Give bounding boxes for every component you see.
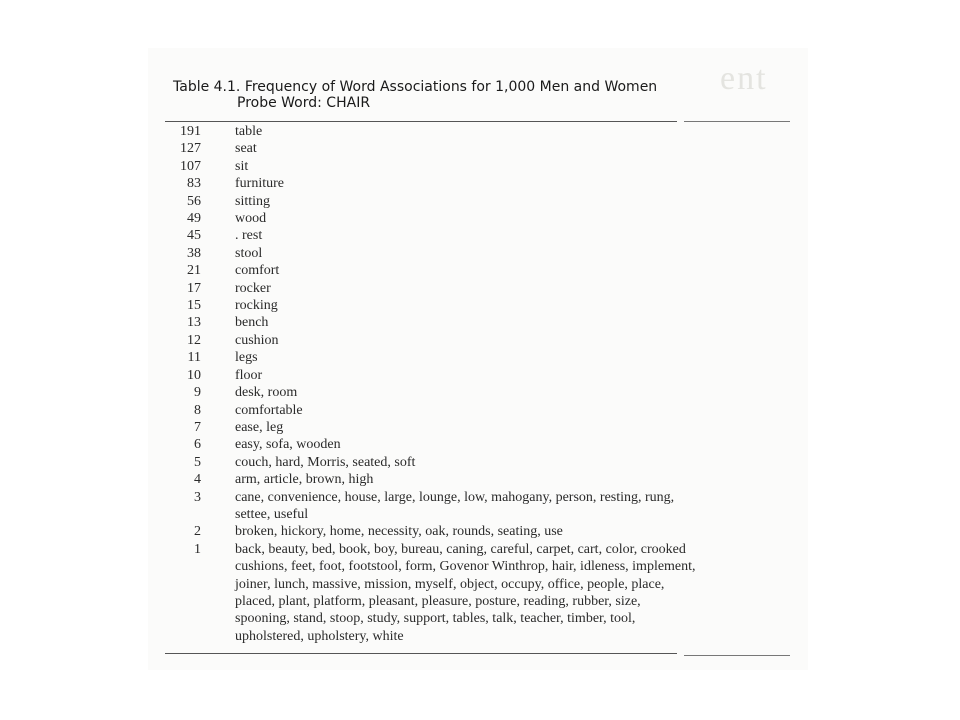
association-words xyxy=(235,332,279,349)
frequency-count: 17 xyxy=(187,280,201,296)
association-words xyxy=(235,123,262,140)
frequency-count: 11 xyxy=(187,350,201,366)
word-line: legs xyxy=(235,350,258,366)
frequency-count: 127 xyxy=(180,141,201,157)
association-words xyxy=(235,541,696,645)
word-line: seat xyxy=(235,141,257,157)
table-row xyxy=(165,489,805,524)
frequency-count: 49 xyxy=(187,211,201,227)
table-row xyxy=(165,280,805,297)
word-line: stool xyxy=(235,245,263,261)
word-line: wood xyxy=(235,211,267,227)
word-line: easy, sofa, wooden xyxy=(235,437,341,453)
table-row xyxy=(165,419,805,436)
frequency-count: 8 xyxy=(194,402,201,418)
table-row xyxy=(165,471,805,488)
association-words xyxy=(235,158,248,175)
bleed-through-text: ent xyxy=(720,60,768,97)
table-row xyxy=(165,158,805,175)
word-line: back, beauty, bed, book, boy, bureau, caning, careful, carpet, cart, color, crooked xyxy=(235,541,686,557)
association-words xyxy=(235,349,258,366)
association-words xyxy=(235,210,266,227)
frequency-count: 38 xyxy=(187,245,201,261)
table-bottom-rule-right xyxy=(684,655,790,656)
table-row xyxy=(165,541,805,645)
frequency-count: 9 xyxy=(194,385,201,401)
frequency-count: 107 xyxy=(180,158,201,174)
frequency-count: 45 xyxy=(187,228,201,244)
table-row xyxy=(165,210,805,227)
table-row xyxy=(165,262,805,279)
word-line: couch, hard, Morris, seated, soft xyxy=(235,454,416,470)
table-row xyxy=(165,384,805,401)
association-words xyxy=(235,419,283,436)
frequency-count: 13 xyxy=(187,315,201,331)
table-row xyxy=(165,175,805,192)
table-bottom-rule xyxy=(165,653,677,654)
table-top-rule-right xyxy=(684,121,790,122)
frequency-count: 83 xyxy=(187,176,201,192)
frequency-count: 10 xyxy=(187,367,201,383)
table-row xyxy=(165,314,805,331)
association-words xyxy=(235,367,262,384)
word-line: furniture xyxy=(235,176,284,192)
association-words xyxy=(235,175,284,192)
word-line: table xyxy=(235,124,263,139)
association-words xyxy=(235,227,262,244)
word-line: settee, useful xyxy=(235,506,309,522)
word-line: ease, leg xyxy=(235,419,284,435)
frequency-count: 5 xyxy=(194,454,201,470)
word-line: cushions, feet, foot, footstool, form, Govenor Winthrop, hair, idleness, implement, xyxy=(235,559,696,575)
frequency-count: 15 xyxy=(187,298,201,314)
association-words xyxy=(235,280,271,297)
table-top-rule xyxy=(165,121,677,122)
word-line: spooning, stand, stoop, study, support, tables, talk, teacher, timber, tool, xyxy=(235,611,636,627)
word-line: arm, article, brown, high xyxy=(235,472,374,488)
word-line: broken, hickory, home, necessity, oak, rounds, seating, use xyxy=(235,524,563,540)
word-line: joiner, lunch, massive, mission, myself, object, occupy, office, people, place, xyxy=(235,576,665,592)
table-row xyxy=(165,123,805,140)
table-row xyxy=(165,297,805,314)
frequency-count: 191 xyxy=(180,124,201,139)
table-row xyxy=(165,523,805,540)
table-row xyxy=(165,332,805,349)
frequency-count: 56 xyxy=(187,193,201,209)
table-row xyxy=(165,140,805,157)
association-words xyxy=(235,140,257,157)
probe-word: Probe Word: CHAIR xyxy=(237,95,371,111)
word-line: floor xyxy=(235,367,263,383)
word-line: placed, plant, platform, pleasant, pleasure, posture, reading, rubber, size, xyxy=(235,593,641,609)
word-line: comfortable xyxy=(235,402,303,418)
table-caption xyxy=(173,79,733,111)
frequency-count: 1 xyxy=(194,541,201,557)
table-row xyxy=(165,436,805,453)
word-line: rocking xyxy=(235,298,278,314)
table-row xyxy=(165,245,805,262)
table-row xyxy=(165,367,805,384)
word-line: cushion xyxy=(235,332,279,348)
association-words xyxy=(235,384,297,401)
word-line: desk, room xyxy=(235,385,298,401)
frequency-count: 6 xyxy=(194,437,201,453)
frequency-count: 7 xyxy=(194,419,201,435)
frequency-count: 12 xyxy=(187,332,201,348)
association-words xyxy=(235,262,279,279)
association-words xyxy=(235,245,262,262)
association-words xyxy=(235,314,268,331)
frequency-count: 2 xyxy=(194,524,201,540)
frequency-count: 4 xyxy=(194,472,201,488)
word-line: cane, convenience, house, large, lounge, low, mahogany, person, resting, rung, xyxy=(235,489,675,505)
word-line: bench xyxy=(235,315,269,331)
table-row xyxy=(165,402,805,419)
frequency-count: 3 xyxy=(194,489,201,505)
association-words xyxy=(235,489,674,524)
word-line: sit xyxy=(235,158,249,174)
association-words xyxy=(235,471,373,488)
word-line: comfort xyxy=(235,263,280,279)
association-words xyxy=(235,454,415,471)
association-words xyxy=(235,523,563,540)
association-words xyxy=(235,297,278,314)
frequency-count: 21 xyxy=(187,263,201,279)
association-words xyxy=(235,436,341,453)
frequency-table xyxy=(165,123,805,645)
word-line: sitting xyxy=(235,193,271,209)
table-row xyxy=(165,227,805,244)
word-line: upholstered, upholstery, white xyxy=(235,628,404,644)
table-row xyxy=(165,193,805,210)
table-row xyxy=(165,349,805,366)
association-words xyxy=(235,402,303,419)
word-line: . rest xyxy=(235,228,263,244)
association-words xyxy=(235,193,270,210)
table-title: Table 4.1. Frequency of Word Associations for 1,000 Men and Women xyxy=(173,79,658,95)
word-line: rocker xyxy=(235,280,271,296)
table-row xyxy=(165,454,805,471)
